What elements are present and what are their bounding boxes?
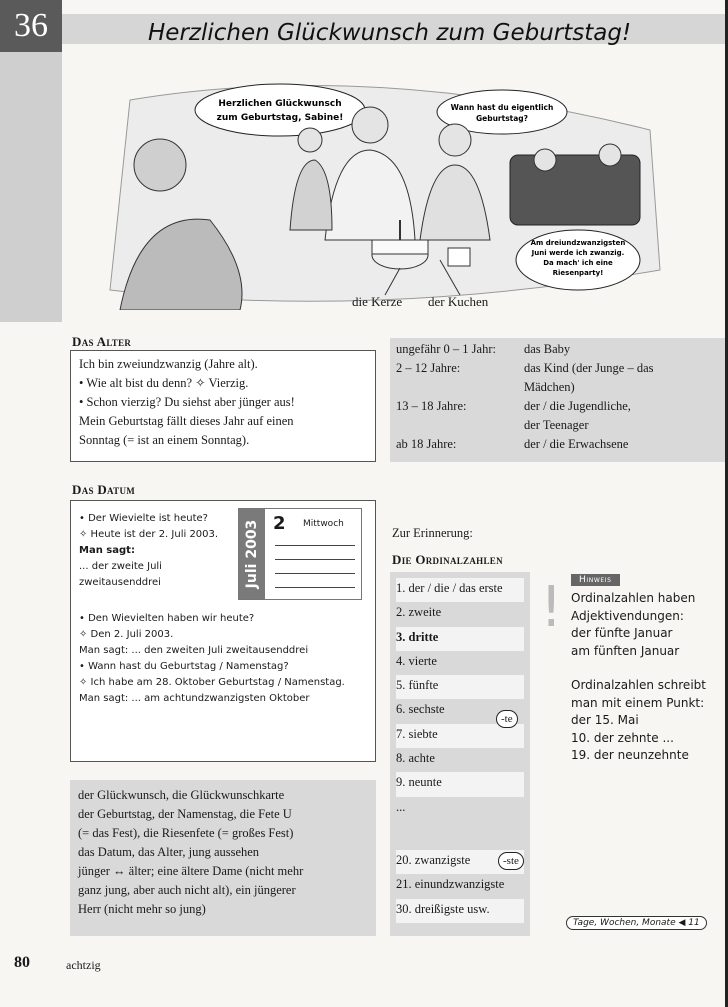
- bubble3-line1: Am dreiundzwanzigsten: [530, 239, 626, 247]
- hint-line: man mit einem Punkt:: [571, 695, 705, 710]
- side-band: [0, 52, 62, 322]
- crossref-badge: Tage, Wochen, Monate ◀ 11: [566, 916, 707, 930]
- datum-line: Man sagt: ... den zweiten Juli zweitausenddrei: [79, 645, 309, 656]
- datum-line: • Wann hast du Geburtstag / Namenstag?: [79, 661, 289, 672]
- section-heading-ordinals: Die Ordinalzahlen: [392, 552, 503, 567]
- ordinal-list: [396, 578, 524, 821]
- age-row: Mädchen): [524, 380, 575, 394]
- datum-line: zweitausenddrei: [79, 577, 161, 588]
- alter-line: Sonntag (= ist an einem Sonntag).: [79, 433, 250, 447]
- alter-box: [70, 350, 376, 462]
- alter-line: Mein Geburtstag fällt dieses Jahr auf einen: [79, 414, 294, 428]
- vocab-line: das Datum, das Alter, jung aussehen: [78, 845, 260, 859]
- hint-line: Adjektivendungen:: [571, 608, 684, 623]
- bubble1-line2: zum Geburtstag, Sabine!: [216, 113, 344, 123]
- suffix-te-badge: -te: [496, 710, 518, 728]
- datum-line: ✧ Den 2. Juli 2003.: [79, 629, 174, 640]
- bubble3-line3: Da mach' ich eine: [543, 259, 613, 267]
- speech-bubble-1: [195, 84, 365, 136]
- bubble1-line1: Herzlichen Glückwunsch: [218, 99, 342, 109]
- page-number: 80: [14, 954, 30, 971]
- vocab-line: der Glückwunsch, die Glückwunschkarte: [78, 788, 285, 802]
- ordinal-item: 2. zweite: [396, 605, 442, 620]
- bubble2-line2: Geburtstag?: [475, 114, 529, 123]
- hint-line: am fünften Januar: [571, 643, 680, 658]
- suffix-ste-badge: -ste: [498, 852, 524, 870]
- person-man-left: [134, 139, 186, 191]
- ordinal-item: 6. sechste: [396, 702, 445, 717]
- calendar-weekday: Mittwoch: [303, 519, 344, 529]
- vocab-line: (= das Fest), die Riesenfete (= großes Fest): [78, 826, 294, 840]
- ordinal-item: 8. achte: [396, 751, 435, 766]
- hint-line: der fünfte Januar: [571, 626, 673, 640]
- bubble3-line2: Juni werde ich zwanzig.: [531, 249, 625, 257]
- age-row: 13 – 18 Jahre: der / die Jugendliche,: [396, 399, 631, 413]
- caption-cake: der Kuchen: [428, 294, 489, 309]
- alter-line: • Wie alt bist du denn? ✧ Vierzig.: [79, 376, 249, 390]
- ordinal-item: 9. neunte: [396, 772, 524, 796]
- ordinal-item: 3. dritte: [396, 627, 524, 651]
- calendar-line: [275, 573, 355, 574]
- hint-line: Ordinalzahlen haben: [571, 591, 696, 605]
- calendar-month-year: Juli 2003: [244, 519, 260, 589]
- datum-line: • Den Wievielten haben wir heute?: [79, 613, 255, 624]
- alter-line: • Schon vierzig? Du siehst aber jünger aus!: [79, 395, 295, 409]
- title-strip: [62, 14, 728, 44]
- person-man-center: [352, 107, 388, 143]
- age-row: ab 18 Jahre: der / die Erwachsene: [396, 437, 629, 451]
- hint-line: 19. der neunzehnte: [571, 748, 689, 762]
- hint-line: der 15. Mai: [571, 713, 639, 727]
- section-heading-datum: Das Datum: [72, 482, 136, 497]
- sofa: [510, 155, 640, 225]
- hint-line: 10. der zehnte ...: [571, 730, 674, 745]
- chapter-number-text: 36: [14, 7, 48, 44]
- calendar-line: [275, 587, 355, 588]
- hint-text: [571, 590, 728, 765]
- vocab-line: jünger ↔ älter; eine ältere Dame (nicht mehr: [78, 864, 304, 878]
- person-woman: [439, 124, 471, 156]
- ordinal-item: 4. vierte: [396, 653, 437, 668]
- ordinal-item: 1. der / die / das erste: [396, 578, 524, 602]
- calendar-page: [238, 508, 362, 600]
- reminder-label: Zur Erinnerung:: [392, 526, 473, 540]
- datum-line: ✧ Heute ist der 2. Juli 2003.: [79, 529, 219, 540]
- datum-line: Man sagt: ... am achtundzwanzigsten Oktober: [79, 693, 310, 704]
- vocab-line: ganz jung, aber auch nicht alt), ein jüngerer: [78, 883, 296, 897]
- hint-line: [571, 660, 728, 677]
- vocab-line: der Geburtstag, der Namenstag, die Fete U: [78, 807, 292, 821]
- ordinal-item: 5. fünfte: [396, 675, 524, 699]
- calendar-line: [275, 559, 355, 560]
- hint-tag: Hinweis: [571, 574, 620, 586]
- page-number-word: achtzig: [66, 958, 101, 972]
- chapter-number: [0, 0, 62, 52]
- age-table: [390, 338, 728, 462]
- ordinal-item: 20. zwanzigste: [396, 850, 524, 874]
- age-row: ungefähr 0 – 1 Jahr: das Baby: [396, 342, 571, 356]
- vocab-line: Herr (nicht mehr so jung): [78, 902, 206, 916]
- calendar-line: [275, 545, 355, 546]
- age-row: 2 – 12 Jahre: das Kind (der Junge – das: [396, 361, 654, 375]
- datum-line: • Der Wievielte ist heute?: [79, 513, 208, 524]
- calendar-day: 2: [273, 513, 286, 534]
- section-heading-alter: Das Alter: [72, 334, 132, 349]
- calendar-side: [239, 509, 265, 599]
- party-illustration: [70, 70, 670, 310]
- hint-line: Ordinalzahlen schreibt: [571, 678, 706, 692]
- caption-candle: die Kerze: [352, 294, 403, 309]
- vocab-box: [70, 780, 376, 936]
- gift-box: [448, 248, 470, 266]
- bubble2-line1: Wann hast du eigentlich: [450, 103, 554, 112]
- bubble3-line4: Riesenparty!: [552, 269, 604, 277]
- age-row: der Teenager: [524, 418, 589, 432]
- ordinal-item: ...: [396, 799, 406, 814]
- ordinal-item: 7. siebte: [396, 724, 524, 748]
- datum-line: ... der zweite Juli: [79, 561, 162, 572]
- ordinal-item: 21. einundzwanzigste: [396, 877, 505, 892]
- exclamation-icon: !: [540, 575, 563, 640]
- alter-line: Ich bin zweiundzwanzig (Jahre alt).: [79, 357, 258, 371]
- datum-line: ✧ Ich habe am 28. Oktober Geburtstag / Namenstag.: [79, 677, 345, 688]
- page-title: Herzlichen Glückwunsch zum Geburtstag!: [148, 20, 632, 46]
- ordinal-item: 30. dreißigste usw.: [396, 899, 524, 923]
- datum-line: Man sagt:: [79, 545, 135, 556]
